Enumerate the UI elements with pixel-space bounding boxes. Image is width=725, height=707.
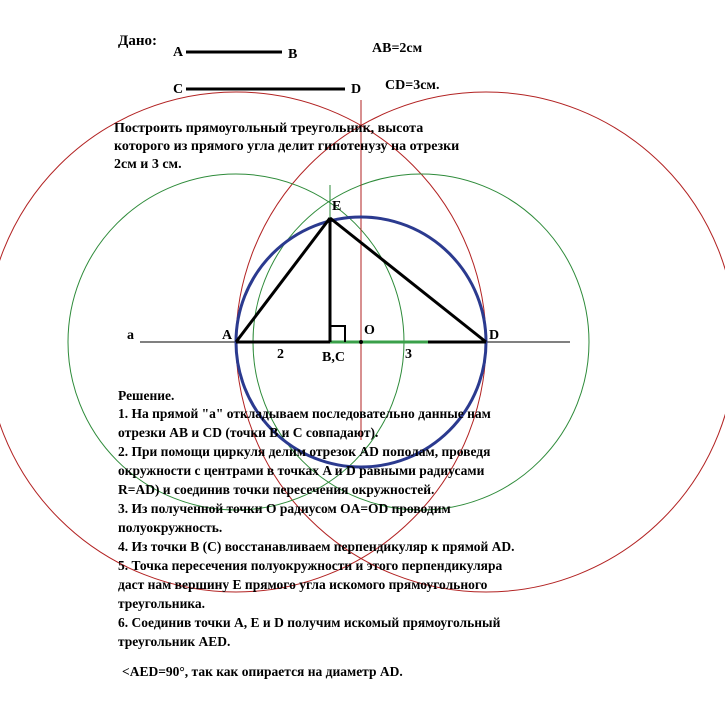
solution-line: 3. Из полученной точки O радиусом OA=OD проводим — [118, 501, 451, 516]
given-label-D: D — [351, 82, 362, 97]
task-line: которого из прямого угла делит гипотенузу на отрезки — [114, 139, 460, 154]
solution-line: 6. Соединив точки A, E и D получим искомый прямоугольный — [118, 615, 501, 630]
label-point-BC: B,C — [322, 350, 345, 365]
label-length-3: 3 — [405, 347, 412, 362]
task-line: 2см и 3 см. — [114, 157, 182, 172]
solution-line: треугольник AED. — [118, 634, 231, 649]
solution-line: 1. На прямой "a" откладываем последовательно данные нам — [118, 406, 491, 421]
solution-line: треугольника. — [118, 596, 206, 611]
given-value-CD: CD=3см. — [385, 78, 440, 93]
label-point-D: D — [489, 328, 500, 343]
task-line: Построить прямоугольный треугольник, высота — [114, 121, 424, 136]
solution-line: R=AD) и соединив точки пересечения окружностей. — [118, 482, 435, 497]
label-point-E: E — [332, 199, 342, 214]
label-point-A: A — [222, 328, 233, 343]
solution-line: окружности с центрами в точках A и D равными радиусами — [118, 463, 485, 478]
given-label-B: B — [288, 47, 298, 62]
label-point-O: O — [364, 323, 375, 338]
solution-line: 2. При помощи циркуля делим отрезок AD пополам, проведя — [118, 444, 491, 459]
label-line-a: a — [127, 328, 134, 343]
solution-line: даст нам вершину E прямого угла искомого прямоугольного — [118, 577, 488, 592]
given-label-A: A — [173, 45, 184, 60]
side-AE — [236, 218, 330, 342]
point-O — [359, 340, 363, 344]
right-angle-mark — [330, 326, 345, 342]
given-label-C: C — [173, 82, 184, 97]
solution-conclusion: <AED=90°, так как опирается на диаметр AD. — [122, 664, 403, 679]
given-title: Дано: — [118, 33, 157, 49]
given-value-AB: AB=2см — [372, 41, 423, 56]
label-length-2: 2 — [277, 347, 284, 362]
solution-line: 5. Точка пересечения полуокружности и этого перпендикуляра — [118, 558, 503, 573]
solution-title: Решение. — [118, 388, 175, 403]
solution-line: полуокружность. — [118, 520, 223, 535]
solution-line: 4. Из точки B (C) восстанавливаем перпендикуляр к прямой AD. — [118, 539, 515, 554]
solution-line: отрезки AB и CD (точки B и C совпадают). — [118, 425, 379, 440]
